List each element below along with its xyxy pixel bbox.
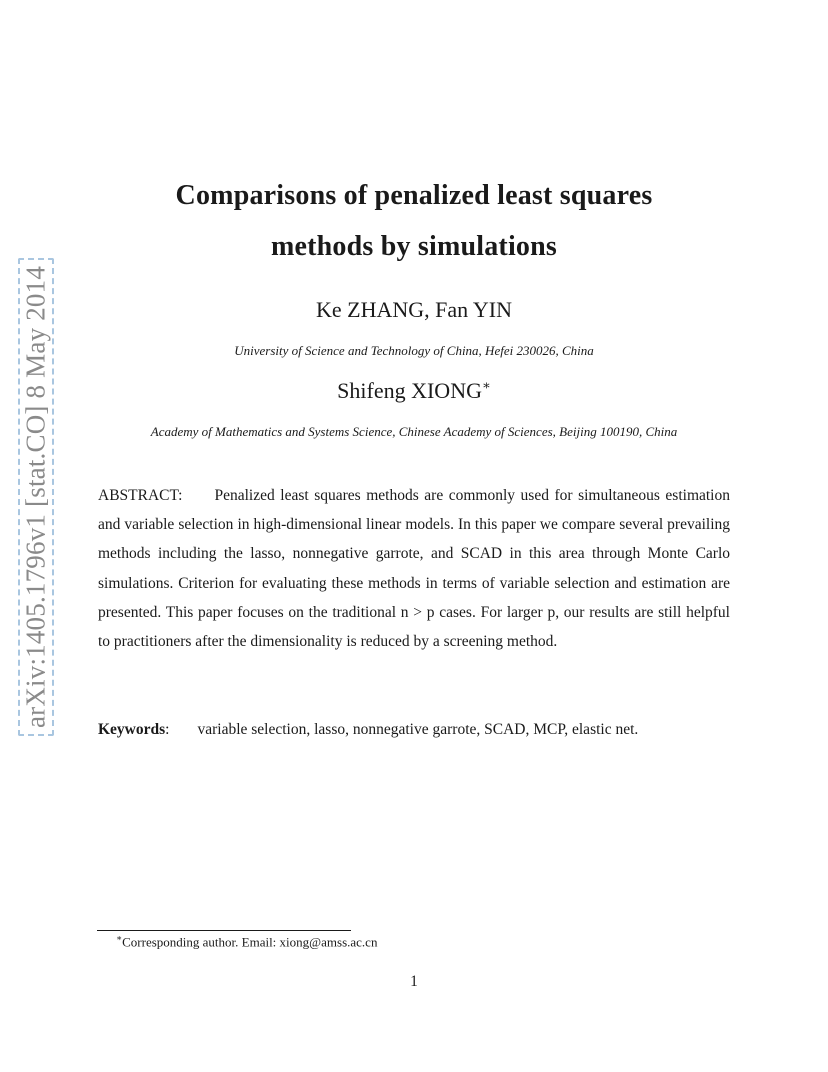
abstract	[98, 481, 730, 656]
author-names-text: Ke ZHANG, Fan YIN	[316, 297, 512, 322]
corresponding-author-marker: ∗	[481, 377, 491, 393]
abstract-text: Penalized least squares methods are commonly used for simultaneous estimation and variable selection in high-dimensional linear models. In this paper we compare several prevailing methods including the lasso, nonnegative garrote, and SCAD in this area through Monte Carlo simulations. Criterion for evaluating these methods in terms of variable selection and estimation are presented. This paper focuses on the traditional n > p cases. For larger p, our results are still helpful to practitioners after the dimensionality is reduced by a screening method.	[98, 487, 730, 651]
author-affiliation-2: Academy of Mathematics and Systems Science, Chinese Academy of Sciences, Beijing 100190, China	[150, 424, 678, 439]
footnote-rule	[97, 930, 351, 931]
author-names-2	[100, 378, 728, 404]
author-names-1	[100, 297, 728, 323]
page-number: 1	[410, 973, 418, 990]
author-names-text: Shifeng XIONG	[337, 378, 482, 403]
keywords-label: Keywords	[98, 721, 166, 738]
abstract-label: ABSTRACT:	[98, 487, 183, 504]
author-affiliation-1: University of Science and Technology of China, Hefei 230026, China	[234, 343, 594, 358]
footnote-text: Corresponding author. Email: xiong@amss.ac.cn	[122, 934, 378, 950]
paper-title-line-2: methods by simulations	[270, 231, 557, 262]
keywords-colon: :	[165, 721, 170, 738]
keywords-text: variable selection, lasso, nonnegative garrote, SCAD, MCP, elastic net.	[197, 721, 639, 738]
footnote-marker: ∗	[116, 933, 123, 943]
footnote	[116, 933, 377, 950]
paper-title-line-1: Comparisons of penalized least squares	[175, 180, 653, 211]
arxiv-stamp: arXiv:1405.1796v1 [stat.CO] 8 May 2014	[20, 265, 51, 729]
keywords	[98, 719, 738, 741]
